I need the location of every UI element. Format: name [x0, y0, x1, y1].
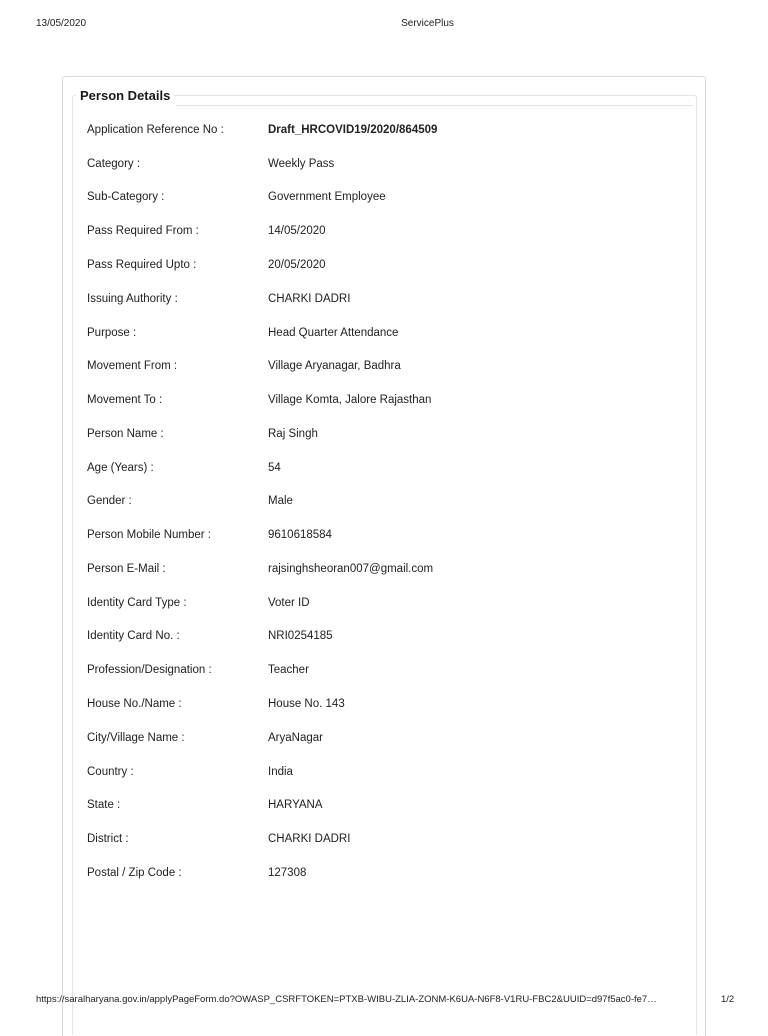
field-value: Village Komta, Jalore Rajasthan: [268, 394, 432, 406]
field-label: City/Village Name :: [87, 732, 185, 744]
legend-divider: [176, 105, 693, 106]
field-value: Government Employee: [268, 191, 386, 203]
field-value: CHARKI DADRI: [268, 293, 351, 305]
field-value: 127308: [268, 867, 307, 879]
field-value: House No. 143: [268, 698, 345, 710]
field-label: Gender :: [87, 495, 132, 507]
field-label: Postal / Zip Code :: [87, 867, 182, 879]
field-value: Village Aryanagar, Badhra: [268, 360, 401, 372]
field-value: Weekly Pass: [268, 158, 335, 170]
section-title: Person Details: [76, 88, 174, 104]
field-label: State :: [87, 799, 121, 811]
field-label: Identity Card No. :: [87, 630, 180, 642]
field-label: Issuing Authority :: [87, 293, 178, 305]
field-value: Voter ID: [268, 597, 310, 609]
field-value: NRI0254185: [268, 630, 333, 642]
field-value: 14/05/2020: [268, 225, 326, 237]
field-value: AryaNagar: [268, 732, 323, 744]
field-label: Category :: [87, 158, 141, 170]
field-label: Movement To :: [87, 394, 163, 406]
field-label: Profession/Designation :: [87, 664, 212, 676]
field-label: Purpose :: [87, 327, 137, 339]
field-value: India: [268, 766, 293, 778]
field-label: Pass Required Upto :: [87, 259, 197, 271]
print-footer-url: https://saralharyana.gov.in/applyPageForm.do?OWASP_CSRFTOKEN=PTXB-WIBU-ZLIA-ZONM-K6UA-N6F8-V1RU-FBC2&UUID=d97f5ac0-fe7…: [36, 994, 657, 1005]
field-value: 54: [268, 462, 281, 474]
field-value: HARYANA: [268, 799, 323, 811]
field-label: House No./Name :: [87, 698, 182, 710]
print-header-date: 13/05/2020: [36, 18, 87, 29]
field-label: Application Reference No :: [87, 124, 224, 136]
field-value: rajsinghsheoran007@gmail.com: [268, 563, 434, 575]
field-value: Draft_HRCOVID19/2020/864509: [268, 124, 438, 136]
field-value: Teacher: [268, 664, 309, 676]
field-label: District :: [87, 833, 129, 845]
field-label: Person Name :: [87, 428, 164, 440]
field-label: Country :: [87, 766, 134, 778]
field-value: Raj Singh: [268, 428, 318, 440]
field-label: Person E-Mail :: [87, 563, 166, 575]
field-label: Age (Years) :: [87, 462, 154, 474]
field-value: 9610618584: [268, 529, 332, 541]
field-label: Identity Card Type :: [87, 597, 187, 609]
field-label: Person Mobile Number :: [87, 529, 211, 541]
field-value: 20/05/2020: [268, 259, 326, 271]
field-label: Sub-Category :: [87, 191, 165, 203]
print-header-title: ServicePlus: [401, 18, 454, 29]
print-footer-page-number: 1/2: [721, 994, 735, 1005]
field-value: CHARKI DADRI: [268, 833, 351, 845]
field-label: Movement From :: [87, 360, 178, 372]
field-value: Head Quarter Attendance: [268, 327, 399, 339]
field-value: Male: [268, 495, 293, 507]
field-label: Pass Required From :: [87, 225, 199, 237]
